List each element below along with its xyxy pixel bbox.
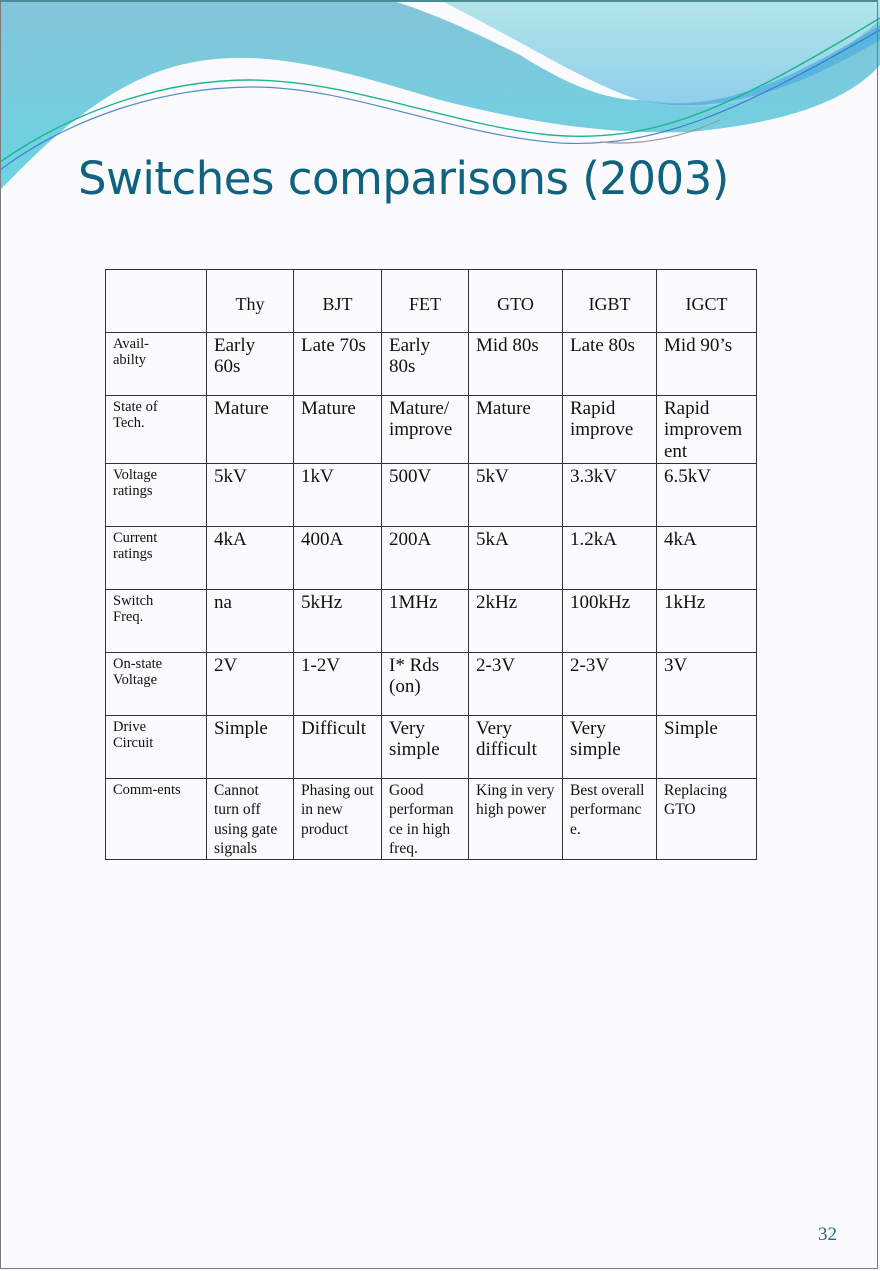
table-row: [106, 464, 757, 527]
table-cell: Mature: [207, 396, 294, 464]
table-cell: Very simple: [382, 716, 469, 779]
table-cell: 2kHz: [469, 590, 563, 653]
table-cell: 1-2V: [294, 653, 382, 716]
table-cell: Rapid improvem ent: [657, 396, 757, 464]
table-header-row: [106, 270, 757, 333]
row-label-line: Drive: [113, 719, 147, 735]
row-label-line: Switch: [113, 593, 154, 609]
table-cell: [207, 333, 294, 396]
row-label: [106, 396, 207, 464]
table-row: [106, 716, 757, 779]
table-cell: Best overall performanc e.: [563, 779, 657, 860]
column-header: IGBT: [563, 270, 657, 333]
table-cell: I* Rds (on): [382, 653, 469, 716]
table-cell: 2-3V: [469, 653, 563, 716]
table-cell: Mature: [294, 396, 382, 464]
table-row: [106, 333, 757, 396]
table-cell: 3V: [657, 653, 757, 716]
cell-text: Early 60s: [214, 335, 256, 378]
row-label-line: Freq.: [113, 609, 144, 626]
row-label-line: Voltage: [113, 672, 158, 689]
table-row: [106, 653, 757, 716]
table-cell: 500V: [382, 464, 469, 527]
table-cell: Difficult: [294, 716, 382, 779]
table-cell: 200A: [382, 527, 469, 590]
switches-comparison-table: [105, 269, 757, 860]
table-cell: Replacing GTO: [657, 779, 757, 860]
table-cell: Simple: [207, 716, 294, 779]
table-cell: na: [207, 590, 294, 653]
table-cell: 5kV: [469, 464, 563, 527]
row-label-line: Avail-: [113, 336, 149, 352]
table-cell: 1MHz: [382, 590, 469, 653]
table-row: [106, 396, 757, 464]
table-cell: 1kHz: [657, 590, 757, 653]
table-cell: Mature/ improve: [382, 396, 469, 464]
row-label: [106, 527, 207, 590]
row-label-line: ratings: [113, 546, 153, 563]
table-cell: 5kHz: [294, 590, 382, 653]
row-label: [106, 779, 207, 860]
table-cell: Rapid improve: [563, 396, 657, 464]
table-cell: Phasing out in new product: [294, 779, 382, 860]
table-cell: King in very high power: [469, 779, 563, 860]
table-cell: 6.5kV: [657, 464, 757, 527]
table-cell: 2V: [207, 653, 294, 716]
table-cell: Early 80s: [382, 333, 469, 396]
row-label-line: State of: [113, 399, 158, 415]
table-cell: Very simple: [563, 716, 657, 779]
table-cell: 2-3V: [563, 653, 657, 716]
table-cell: Late 70s: [294, 333, 382, 396]
table-cell: 3.3kV: [563, 464, 657, 527]
page-number: 32: [818, 1224, 837, 1245]
column-header: Thy: [207, 270, 294, 333]
table-cell: Mid 90’s: [657, 333, 757, 396]
column-header: BJT: [294, 270, 382, 333]
row-label: [106, 464, 207, 527]
table-row: [106, 527, 757, 590]
column-header: IGCT: [657, 270, 757, 333]
page-title: Switches comparisons (2003): [78, 152, 729, 205]
table-cell: Late 80s: [563, 333, 657, 396]
table-cell: 5kV: [207, 464, 294, 527]
row-label: [106, 716, 207, 779]
table-cell: Good performan ce in high freq.: [382, 779, 469, 860]
table-cell: Mid 80s: [469, 333, 563, 396]
table-row: [106, 590, 757, 653]
row-label-line: Tech.: [113, 415, 145, 432]
row-label-line: ratings: [113, 483, 153, 500]
table-cell: Very difficult: [469, 716, 563, 779]
row-label: [106, 653, 207, 716]
table-cell: 5kA: [469, 527, 563, 590]
column-header: FET: [382, 270, 469, 333]
table-corner-cell: [106, 270, 207, 333]
table-cell: 400A: [294, 527, 382, 590]
table-cell: 1.2kA: [563, 527, 657, 590]
table-cell: Cannot turn off using gate signals: [207, 779, 294, 860]
table-cell: 4kA: [207, 527, 294, 590]
table-row: [106, 779, 757, 860]
row-label-line: On-state: [113, 656, 163, 672]
table-cell: 4kA: [657, 527, 757, 590]
row-label: [106, 590, 207, 653]
table-cell: Simple: [657, 716, 757, 779]
row-label-line: Circuit: [113, 735, 154, 752]
row-label-line: Comm-ents: [113, 782, 181, 798]
column-header: GTO: [469, 270, 563, 333]
row-label-line: Voltage: [113, 467, 158, 483]
row-label-line: abilty: [113, 352, 147, 369]
table-cell: 100kHz: [563, 590, 657, 653]
row-label-line: Current: [113, 530, 158, 546]
table-cell: Mature: [469, 396, 563, 464]
table-cell: 1kV: [294, 464, 382, 527]
row-label: [106, 333, 207, 396]
